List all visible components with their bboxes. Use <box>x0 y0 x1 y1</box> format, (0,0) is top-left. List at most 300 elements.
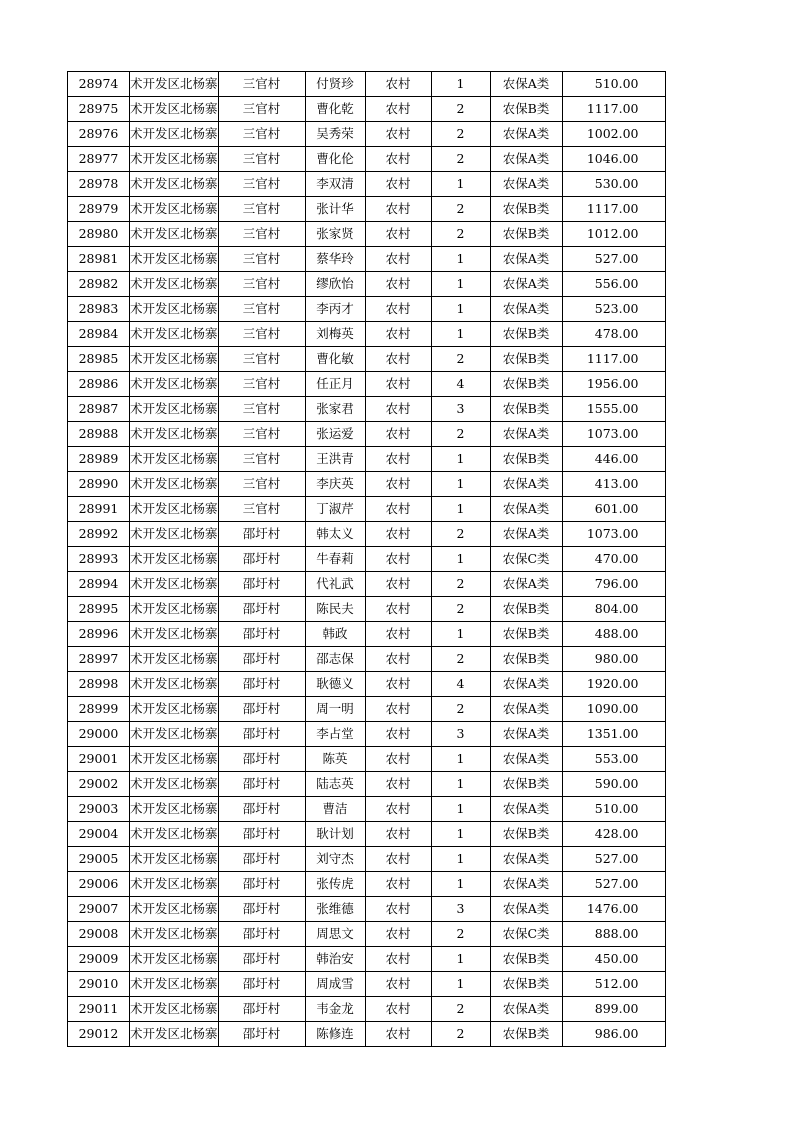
household-type-cell: 农村 <box>365 822 431 847</box>
amount-cell: 523.00 <box>562 297 665 322</box>
amount-cell: 796.00 <box>562 572 665 597</box>
member-count-cell: 1 <box>431 72 490 97</box>
table-row <box>68 222 666 247</box>
village-cell: 邵圩村 <box>218 772 305 797</box>
village-cell: 三官村 <box>218 497 305 522</box>
name-cell: 张计华 <box>305 197 365 222</box>
amount-cell: 1117.00 <box>562 347 665 372</box>
village-cell: 三官村 <box>218 222 305 247</box>
district-cell: 术开发区北杨寨 <box>130 572 219 597</box>
household-type-cell: 农村 <box>365 222 431 247</box>
village-cell: 三官村 <box>218 97 305 122</box>
name-cell: 李双清 <box>305 172 365 197</box>
member-count-cell: 1 <box>431 322 490 347</box>
household-type-cell: 农村 <box>365 347 431 372</box>
name-cell: 耿计划 <box>305 822 365 847</box>
name-cell: 邵志保 <box>305 647 365 672</box>
table-row <box>68 372 666 397</box>
member-count-cell: 2 <box>431 697 490 722</box>
district-cell: 术开发区北杨寨 <box>130 122 219 147</box>
record-id-cell: 28978 <box>68 172 130 197</box>
record-id-cell: 28977 <box>68 147 130 172</box>
district-cell: 术开发区北杨寨 <box>130 922 219 947</box>
household-type-cell: 农村 <box>365 972 431 997</box>
village-cell: 三官村 <box>218 322 305 347</box>
table-row <box>68 922 666 947</box>
member-count-cell: 1 <box>431 497 490 522</box>
household-type-cell: 农村 <box>365 647 431 672</box>
village-cell: 三官村 <box>218 172 305 197</box>
record-id-cell: 29009 <box>68 947 130 972</box>
amount-cell: 1090.00 <box>562 697 665 722</box>
district-cell: 术开发区北杨寨 <box>130 797 219 822</box>
table-row <box>68 522 666 547</box>
record-id-cell: 28997 <box>68 647 130 672</box>
record-id-cell: 29000 <box>68 722 130 747</box>
record-id-cell: 28993 <box>68 547 130 572</box>
household-type-cell: 农村 <box>365 572 431 597</box>
household-type-cell: 农村 <box>365 697 431 722</box>
amount-cell: 1117.00 <box>562 197 665 222</box>
household-type-cell: 农村 <box>365 872 431 897</box>
household-type-cell: 农村 <box>365 297 431 322</box>
member-count-cell: 2 <box>431 1022 490 1047</box>
amount-cell: 470.00 <box>562 547 665 572</box>
village-cell: 三官村 <box>218 147 305 172</box>
table-row <box>68 272 666 297</box>
name-cell: 陆志英 <box>305 772 365 797</box>
district-cell: 术开发区北杨寨 <box>130 997 219 1022</box>
insurance-category-cell: 农保A类 <box>490 697 562 722</box>
district-cell: 术开发区北杨寨 <box>130 97 219 122</box>
record-id-cell: 29002 <box>68 772 130 797</box>
insurance-category-cell: 农保C类 <box>490 547 562 572</box>
insurance-category-cell: 农保B类 <box>490 397 562 422</box>
name-cell: 张传虎 <box>305 872 365 897</box>
records-table-body <box>68 72 666 1047</box>
table-row <box>68 847 666 872</box>
insurance-category-cell: 农保B类 <box>490 347 562 372</box>
household-type-cell: 农村 <box>365 397 431 422</box>
district-cell: 术开发区北杨寨 <box>130 197 219 222</box>
village-cell: 邵圩村 <box>218 597 305 622</box>
village-cell: 邵圩村 <box>218 522 305 547</box>
name-cell: 韩政 <box>305 622 365 647</box>
district-cell: 术开发区北杨寨 <box>130 722 219 747</box>
record-id-cell: 28996 <box>68 622 130 647</box>
household-type-cell: 农村 <box>365 97 431 122</box>
village-cell: 三官村 <box>218 72 305 97</box>
insurance-category-cell: 农保A类 <box>490 472 562 497</box>
district-cell: 术开发区北杨寨 <box>130 422 219 447</box>
name-cell: 陈民夫 <box>305 597 365 622</box>
district-cell: 术开发区北杨寨 <box>130 1022 219 1047</box>
district-cell: 术开发区北杨寨 <box>130 247 219 272</box>
amount-cell: 527.00 <box>562 247 665 272</box>
village-cell: 三官村 <box>218 247 305 272</box>
amount-cell: 888.00 <box>562 922 665 947</box>
member-count-cell: 4 <box>431 372 490 397</box>
name-cell: 张家贤 <box>305 222 365 247</box>
member-count-cell: 1 <box>431 447 490 472</box>
amount-cell: 1920.00 <box>562 672 665 697</box>
household-type-cell: 农村 <box>365 622 431 647</box>
member-count-cell: 1 <box>431 547 490 572</box>
table-row <box>68 497 666 522</box>
member-count-cell: 2 <box>431 922 490 947</box>
member-count-cell: 1 <box>431 872 490 897</box>
record-id-cell: 28990 <box>68 472 130 497</box>
village-cell: 三官村 <box>218 372 305 397</box>
household-type-cell: 农村 <box>365 1022 431 1047</box>
village-cell: 邵圩村 <box>218 722 305 747</box>
amount-cell: 553.00 <box>562 747 665 772</box>
name-cell: 缪欣怡 <box>305 272 365 297</box>
household-type-cell: 农村 <box>365 947 431 972</box>
district-cell: 术开发区北杨寨 <box>130 647 219 672</box>
village-cell: 三官村 <box>218 447 305 472</box>
amount-cell: 530.00 <box>562 172 665 197</box>
insurance-category-cell: 农保A类 <box>490 997 562 1022</box>
household-type-cell: 农村 <box>365 422 431 447</box>
household-type-cell: 农村 <box>365 797 431 822</box>
table-row <box>68 897 666 922</box>
member-count-cell: 1 <box>431 472 490 497</box>
name-cell: 刘守杰 <box>305 847 365 872</box>
table-row <box>68 972 666 997</box>
member-count-cell: 4 <box>431 672 490 697</box>
record-id-cell: 28982 <box>68 272 130 297</box>
district-cell: 术开发区北杨寨 <box>130 147 219 172</box>
table-row <box>68 97 666 122</box>
insurance-category-cell: 农保A类 <box>490 122 562 147</box>
name-cell: 韦金龙 <box>305 997 365 1022</box>
name-cell: 王洪青 <box>305 447 365 472</box>
member-count-cell: 1 <box>431 947 490 972</box>
record-id-cell: 29010 <box>68 972 130 997</box>
amount-cell: 510.00 <box>562 797 665 822</box>
record-id-cell: 29008 <box>68 922 130 947</box>
amount-cell: 512.00 <box>562 972 665 997</box>
insurance-category-cell: 农保B类 <box>490 447 562 472</box>
insurance-category-cell: 农保B类 <box>490 822 562 847</box>
record-id-cell: 29003 <box>68 797 130 822</box>
table-row <box>68 722 666 747</box>
record-id-cell: 28992 <box>68 522 130 547</box>
member-count-cell: 1 <box>431 772 490 797</box>
household-type-cell: 农村 <box>365 197 431 222</box>
member-count-cell: 1 <box>431 797 490 822</box>
district-cell: 术开发区北杨寨 <box>130 822 219 847</box>
district-cell: 术开发区北杨寨 <box>130 672 219 697</box>
village-cell: 邵圩村 <box>218 622 305 647</box>
name-cell: 蔡华玲 <box>305 247 365 272</box>
table-row <box>68 172 666 197</box>
district-cell: 术开发区北杨寨 <box>130 897 219 922</box>
household-type-cell: 农村 <box>365 497 431 522</box>
amount-cell: 527.00 <box>562 847 665 872</box>
insurance-category-cell: 农保A类 <box>490 572 562 597</box>
name-cell: 陈英 <box>305 747 365 772</box>
insurance-category-cell: 农保A类 <box>490 247 562 272</box>
name-cell: 付贤珍 <box>305 72 365 97</box>
record-id-cell: 28981 <box>68 247 130 272</box>
member-count-cell: 2 <box>431 122 490 147</box>
name-cell: 韩治安 <box>305 947 365 972</box>
record-id-cell: 28980 <box>68 222 130 247</box>
record-id-cell: 29007 <box>68 897 130 922</box>
name-cell: 丁淑芹 <box>305 497 365 522</box>
name-cell: 曹化敏 <box>305 347 365 372</box>
name-cell: 代礼武 <box>305 572 365 597</box>
district-cell: 术开发区北杨寨 <box>130 272 219 297</box>
member-count-cell: 1 <box>431 272 490 297</box>
table-row <box>68 997 666 1022</box>
name-cell: 牛春莉 <box>305 547 365 572</box>
village-cell: 三官村 <box>218 347 305 372</box>
insurance-category-cell: 农保B类 <box>490 972 562 997</box>
insurance-category-cell: 农保A类 <box>490 422 562 447</box>
household-type-cell: 农村 <box>365 847 431 872</box>
household-type-cell: 农村 <box>365 122 431 147</box>
amount-cell: 450.00 <box>562 947 665 972</box>
member-count-cell: 1 <box>431 622 490 647</box>
insurance-category-cell: 农保A类 <box>490 897 562 922</box>
district-cell: 术开发区北杨寨 <box>130 522 219 547</box>
amount-cell: 428.00 <box>562 822 665 847</box>
insurance-category-cell: 农保B类 <box>490 772 562 797</box>
district-cell: 术开发区北杨寨 <box>130 322 219 347</box>
table-row <box>68 447 666 472</box>
village-cell: 邵圩村 <box>218 672 305 697</box>
table-row <box>68 697 666 722</box>
member-count-cell: 2 <box>431 597 490 622</box>
amount-cell: 478.00 <box>562 322 665 347</box>
village-cell: 三官村 <box>218 297 305 322</box>
member-count-cell: 2 <box>431 347 490 372</box>
household-type-cell: 农村 <box>365 372 431 397</box>
record-id-cell: 29011 <box>68 997 130 1022</box>
record-id-cell: 29004 <box>68 822 130 847</box>
table-row <box>68 797 666 822</box>
village-cell: 邵圩村 <box>218 997 305 1022</box>
member-count-cell: 2 <box>431 147 490 172</box>
village-cell: 三官村 <box>218 197 305 222</box>
table-row <box>68 622 666 647</box>
amount-cell: 1351.00 <box>562 722 665 747</box>
member-count-cell: 1 <box>431 847 490 872</box>
name-cell: 耿德义 <box>305 672 365 697</box>
insurance-category-cell: 农保B类 <box>490 197 562 222</box>
village-cell: 三官村 <box>218 122 305 147</box>
village-cell: 邵圩村 <box>218 972 305 997</box>
record-id-cell: 29006 <box>68 872 130 897</box>
household-type-cell: 农村 <box>365 172 431 197</box>
insurance-category-cell: 农保B类 <box>490 1022 562 1047</box>
insurance-category-cell: 农保B类 <box>490 372 562 397</box>
name-cell: 曹化伦 <box>305 147 365 172</box>
record-id-cell: 28994 <box>68 572 130 597</box>
record-id-cell: 28987 <box>68 397 130 422</box>
table-row <box>68 397 666 422</box>
table-row <box>68 247 666 272</box>
village-cell: 三官村 <box>218 422 305 447</box>
insurance-category-cell: 农保A类 <box>490 672 562 697</box>
member-count-cell: 2 <box>431 422 490 447</box>
household-type-cell: 农村 <box>365 472 431 497</box>
village-cell: 邵圩村 <box>218 1022 305 1047</box>
table-row <box>68 422 666 447</box>
household-type-cell: 农村 <box>365 772 431 797</box>
member-count-cell: 2 <box>431 997 490 1022</box>
insurance-category-cell: 农保A类 <box>490 797 562 822</box>
amount-cell: 1956.00 <box>562 372 665 397</box>
insurance-category-cell: 农保A类 <box>490 147 562 172</box>
record-id-cell: 28983 <box>68 297 130 322</box>
member-count-cell: 2 <box>431 97 490 122</box>
district-cell: 术开发区北杨寨 <box>130 622 219 647</box>
member-count-cell: 1 <box>431 297 490 322</box>
record-id-cell: 28974 <box>68 72 130 97</box>
district-cell: 术开发区北杨寨 <box>130 947 219 972</box>
district-cell: 术开发区北杨寨 <box>130 372 219 397</box>
record-id-cell: 28986 <box>68 372 130 397</box>
district-cell: 术开发区北杨寨 <box>130 772 219 797</box>
amount-cell: 601.00 <box>562 497 665 522</box>
insurance-category-cell: 农保B类 <box>490 322 562 347</box>
member-count-cell: 1 <box>431 747 490 772</box>
table-row <box>68 1022 666 1047</box>
district-cell: 术开发区北杨寨 <box>130 847 219 872</box>
name-cell: 李占堂 <box>305 722 365 747</box>
village-cell: 三官村 <box>218 472 305 497</box>
insurance-category-cell: 农保B类 <box>490 222 562 247</box>
household-type-cell: 农村 <box>365 447 431 472</box>
amount-cell: 446.00 <box>562 447 665 472</box>
household-type-cell: 农村 <box>365 747 431 772</box>
member-count-cell: 2 <box>431 222 490 247</box>
record-id-cell: 29005 <box>68 847 130 872</box>
amount-cell: 980.00 <box>562 647 665 672</box>
village-cell: 邵圩村 <box>218 822 305 847</box>
table-row <box>68 72 666 97</box>
member-count-cell: 1 <box>431 247 490 272</box>
name-cell: 任正月 <box>305 372 365 397</box>
name-cell: 张维德 <box>305 897 365 922</box>
village-cell: 邵圩村 <box>218 647 305 672</box>
name-cell: 韩太义 <box>305 522 365 547</box>
household-type-cell: 农村 <box>365 272 431 297</box>
amount-cell: 804.00 <box>562 597 665 622</box>
village-cell: 三官村 <box>218 397 305 422</box>
member-count-cell: 3 <box>431 897 490 922</box>
name-cell: 曹洁 <box>305 797 365 822</box>
village-cell: 邵圩村 <box>218 797 305 822</box>
insurance-category-cell: 农保B类 <box>490 597 562 622</box>
member-count-cell: 3 <box>431 722 490 747</box>
member-count-cell: 2 <box>431 197 490 222</box>
insurance-category-cell: 农保C类 <box>490 922 562 947</box>
insurance-category-cell: 农保A类 <box>490 522 562 547</box>
insurance-category-cell: 农保A类 <box>490 497 562 522</box>
table-row <box>68 647 666 672</box>
household-type-cell: 农村 <box>365 147 431 172</box>
village-cell: 邵圩村 <box>218 547 305 572</box>
name-cell: 陈修连 <box>305 1022 365 1047</box>
record-id-cell: 29001 <box>68 747 130 772</box>
name-cell: 吴秀荣 <box>305 122 365 147</box>
district-cell: 术开发区北杨寨 <box>130 222 219 247</box>
table-row <box>68 347 666 372</box>
member-count-cell: 1 <box>431 822 490 847</box>
table-row <box>68 947 666 972</box>
record-id-cell: 28988 <box>68 422 130 447</box>
village-cell: 邵圩村 <box>218 922 305 947</box>
village-cell: 邵圩村 <box>218 947 305 972</box>
insurance-category-cell: 农保A类 <box>490 747 562 772</box>
member-count-cell: 2 <box>431 522 490 547</box>
village-cell: 邵圩村 <box>218 697 305 722</box>
table-row <box>68 547 666 572</box>
district-cell: 术开发区北杨寨 <box>130 397 219 422</box>
district-cell: 术开发区北杨寨 <box>130 697 219 722</box>
table-row <box>68 822 666 847</box>
name-cell: 周思文 <box>305 922 365 947</box>
member-count-cell: 3 <box>431 397 490 422</box>
insurance-category-cell: 农保B类 <box>490 622 562 647</box>
insurance-category-cell: 农保B类 <box>490 97 562 122</box>
member-count-cell: 2 <box>431 572 490 597</box>
amount-cell: 1012.00 <box>562 222 665 247</box>
record-id-cell: 29012 <box>68 1022 130 1047</box>
table-row <box>68 672 666 697</box>
household-type-cell: 农村 <box>365 897 431 922</box>
table-row <box>68 772 666 797</box>
amount-cell: 556.00 <box>562 272 665 297</box>
amount-cell: 413.00 <box>562 472 665 497</box>
insurance-category-cell: 农保A类 <box>490 872 562 897</box>
district-cell: 术开发区北杨寨 <box>130 297 219 322</box>
household-type-cell: 农村 <box>365 72 431 97</box>
insurance-category-cell: 农保A类 <box>490 272 562 297</box>
district-cell: 术开发区北杨寨 <box>130 447 219 472</box>
village-cell: 邵圩村 <box>218 847 305 872</box>
name-cell: 李庆英 <box>305 472 365 497</box>
amount-cell: 510.00 <box>562 72 665 97</box>
name-cell: 周一明 <box>305 697 365 722</box>
name-cell: 刘梅英 <box>305 322 365 347</box>
table-row <box>68 322 666 347</box>
records-table <box>67 71 666 1047</box>
district-cell: 术开发区北杨寨 <box>130 547 219 572</box>
name-cell: 李丙才 <box>305 297 365 322</box>
record-id-cell: 28999 <box>68 697 130 722</box>
household-type-cell: 农村 <box>365 922 431 947</box>
amount-cell: 986.00 <box>562 1022 665 1047</box>
insurance-category-cell: 农保B类 <box>490 647 562 672</box>
amount-cell: 590.00 <box>562 772 665 797</box>
household-type-cell: 农村 <box>365 522 431 547</box>
insurance-category-cell: 农保B类 <box>490 947 562 972</box>
district-cell: 术开发区北杨寨 <box>130 72 219 97</box>
table-row <box>68 572 666 597</box>
name-cell: 张运爱 <box>305 422 365 447</box>
district-cell: 术开发区北杨寨 <box>130 747 219 772</box>
village-cell: 邵圩村 <box>218 747 305 772</box>
household-type-cell: 农村 <box>365 597 431 622</box>
name-cell: 曹化乾 <box>305 97 365 122</box>
household-type-cell: 农村 <box>365 722 431 747</box>
